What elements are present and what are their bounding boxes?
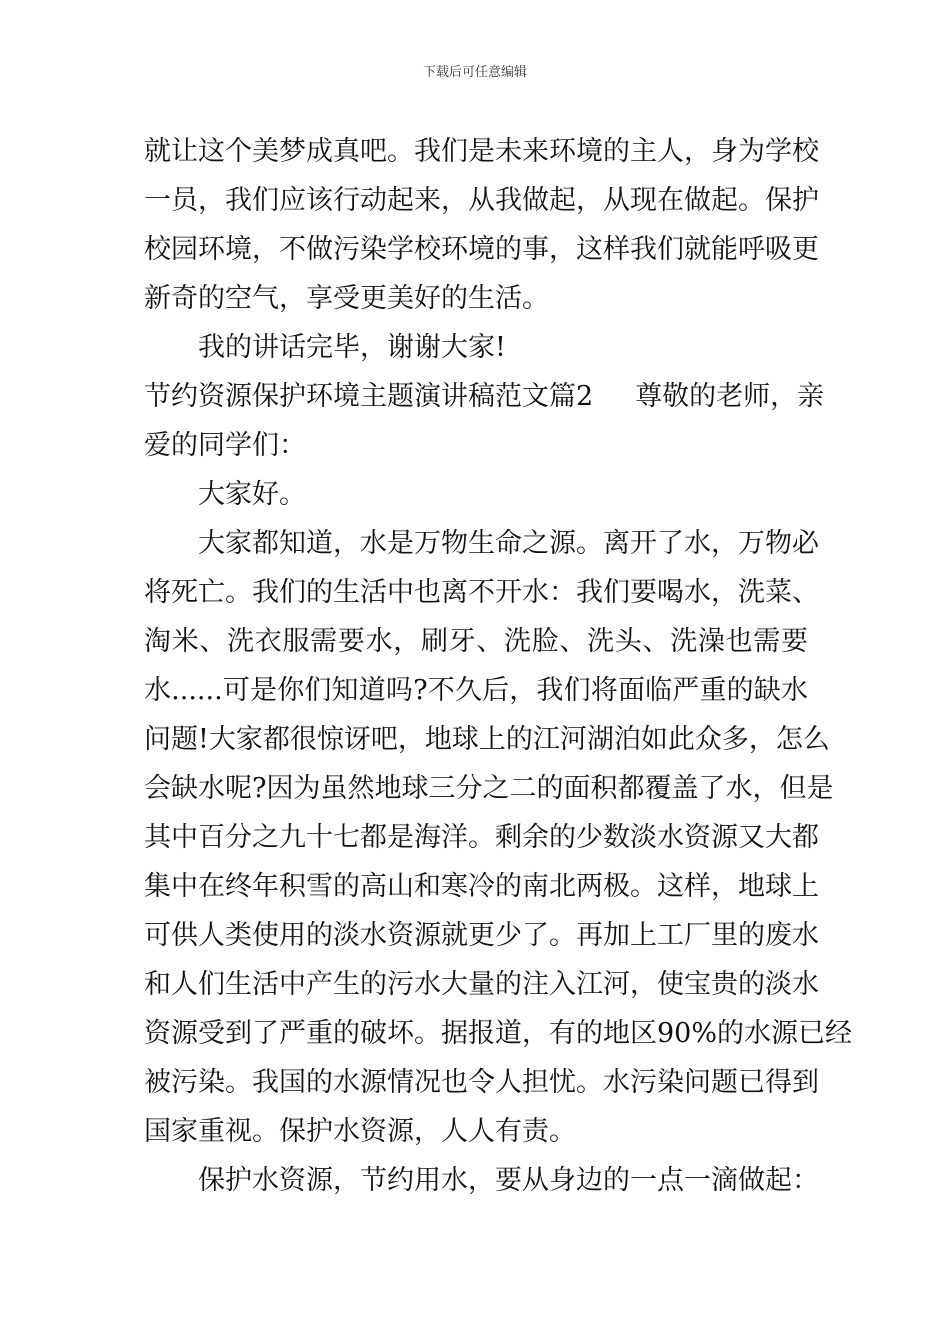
salutation-end: 爱的同学们： xyxy=(144,430,306,461)
text-line: 集中在终年积雪的高山和寒冷的南北两极。这样，地球上 xyxy=(144,871,819,902)
salutation-start: 尊敬的老师，亲 xyxy=(635,381,825,412)
text-line: 校园环境，不做污染学校环境的事，这样我们就能呼吸更 xyxy=(144,234,819,265)
text-line: 将死亡。我们的生活中也离不开水：我们要喝水，洗菜、 xyxy=(144,577,819,608)
text-line: 水......可是你们知道吗?不久后，我们将面临严重的缺水 xyxy=(144,675,808,706)
text-line: 资源受到了严重的破坏。据报道，有的地区90%的水源已经 xyxy=(144,1018,853,1049)
text-line: 就让这个美梦成真吧。我们是未来环境的主人，身为学校 xyxy=(144,136,819,167)
text-line: 大家都知道，水是万物生命之源。离开了水，万物必 xyxy=(198,528,819,559)
text-line: 和人们生活中产生的污水大量的注入江河，使宝贵的淡水 xyxy=(144,969,819,1000)
text-line: 国家重视。保护水资源，人人有责。 xyxy=(144,1116,576,1147)
page-header: 下载后可任意编辑 xyxy=(422,65,527,80)
text-line: 其中百分之九十七都是海洋。剩余的少数淡水资源又大都 xyxy=(144,822,819,853)
text-line: 淘米、洗衣服需要水，刷牙、洗脸、洗头、洗澡也需要 xyxy=(144,626,808,657)
greeting: 大家好。 xyxy=(198,479,306,510)
text-line: 会缺水呢?因为虽然地球三分之二的面积都覆盖了水，但是 xyxy=(144,773,834,804)
closing-remark: 我的讲话完毕，谢谢大家! xyxy=(198,332,506,363)
section-heading: 节约资源保护环境主题演讲稿范文篇2 xyxy=(144,381,594,412)
paragraph-3: 保护水资源，节约用水，要从身边的一点一滴做起： xyxy=(198,1165,819,1196)
paragraph-2 xyxy=(144,519,853,1156)
paragraph-1 xyxy=(144,127,819,323)
text-line: 被污染。我国的水源情况也令人担忧。水污染问题已得到 xyxy=(144,1067,819,1098)
section-title-line xyxy=(144,372,825,421)
text-line: 可供人类使用的淡水资源就更少了。再加上工厂里的废水 xyxy=(144,920,819,951)
document-body xyxy=(144,127,853,1205)
text-line: 问题!大家都很惊讶吧，地球上的江河湖泊如此众多，怎么 xyxy=(144,724,830,755)
text-line: 一员，我们应该行动起来，从我做起，从现在做起。保护 xyxy=(144,185,819,216)
text-line: 新奇的空气，享受更美好的生活。 xyxy=(144,283,549,314)
